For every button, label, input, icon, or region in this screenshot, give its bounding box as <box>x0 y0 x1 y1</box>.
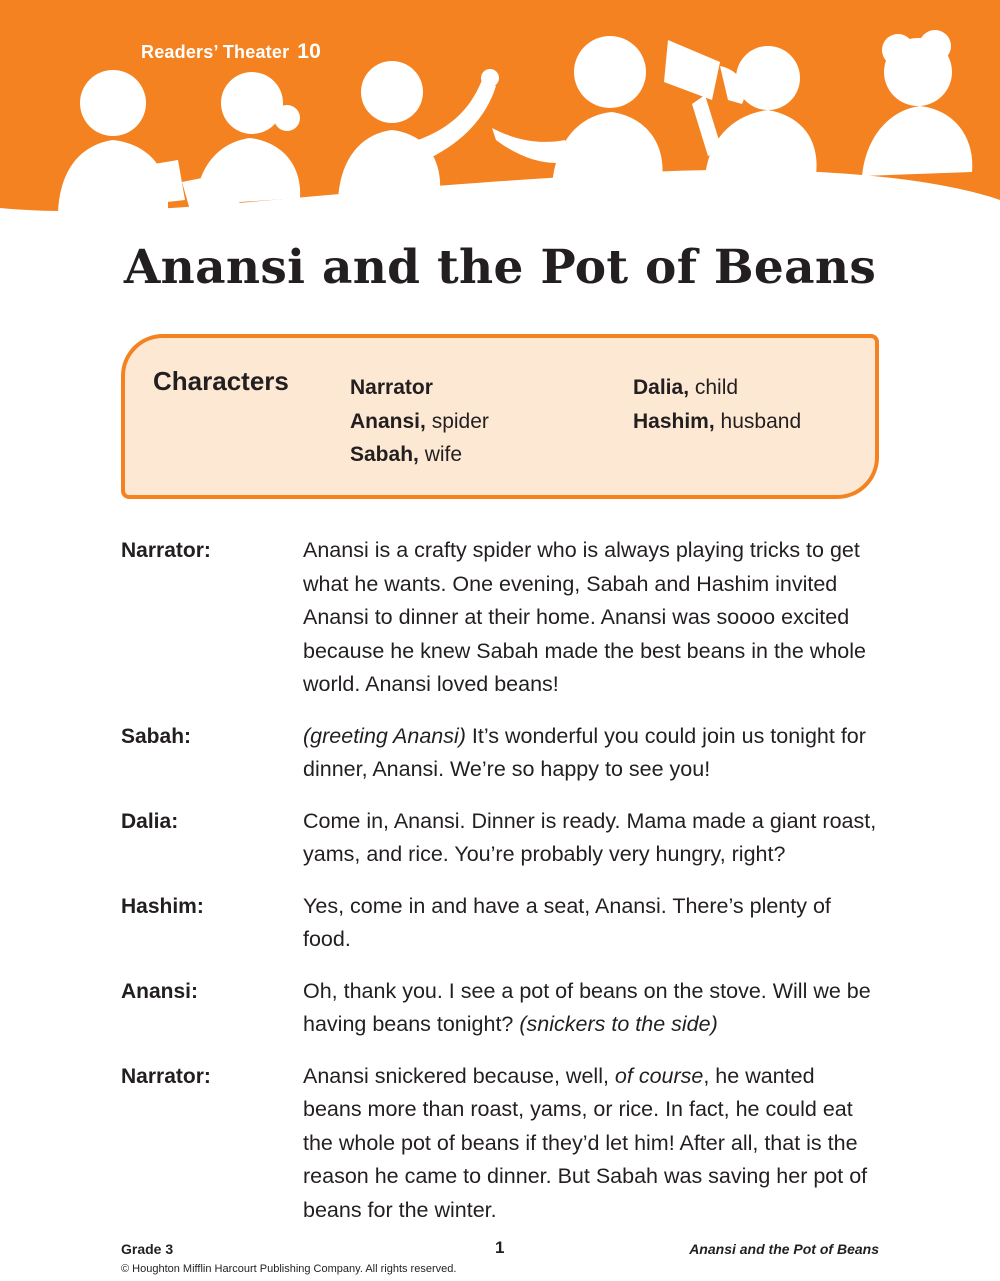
speech-text <box>303 534 878 702</box>
speaker-label: Hashim: <box>121 894 204 918</box>
children-silhouettes-illustration <box>0 0 1000 230</box>
character-entry <box>633 371 801 405</box>
characters-column-1 <box>350 371 489 472</box>
copyright-notice: © Houghton Mifflin Harcourt Publishing Company. All rights reserved. <box>121 1263 457 1275</box>
speaker-label: Narrator: <box>121 539 211 562</box>
speech-text <box>303 720 878 787</box>
character-role: wife <box>424 443 463 466</box>
series-label <box>141 40 321 64</box>
series-number: 10 <box>297 40 322 63</box>
page-number: 1 <box>495 1238 505 1257</box>
character-entry <box>350 405 489 439</box>
character-role: child <box>694 376 739 399</box>
speech-text <box>303 890 878 957</box>
speech-text <box>303 1060 878 1228</box>
character-entry <box>633 405 801 439</box>
stage-direction: (snickers to the side) <box>519 1012 718 1036</box>
script-line <box>121 975 881 1042</box>
characters-box <box>121 334 879 499</box>
speaker-label: Dalia: <box>121 809 179 833</box>
speech-segment: It’s wonderful you could join us tonight for dinner, Anansi. We’re so happy to see you! <box>303 723 866 781</box>
script-line <box>121 534 881 702</box>
header-banner <box>0 0 1000 230</box>
character-role: husband <box>720 409 802 433</box>
character-name: Anansi, <box>350 409 426 433</box>
character-entry <box>350 438 489 472</box>
stage-direction: (greeting Anansi) <box>303 723 466 748</box>
character-name: Narrator <box>350 376 433 399</box>
emphasis-text: of course <box>614 1063 704 1088</box>
character-name: Dalia, <box>633 376 690 399</box>
characters-column-2 <box>633 371 801 438</box>
script-line <box>121 1060 881 1228</box>
speech-segment: Oh, thank you. I see a pot of beans on the stove. Will we be having beans tonight? <box>303 978 871 1036</box>
character-name: Hashim, <box>633 409 715 433</box>
speech-text <box>303 975 878 1042</box>
speech-segment: Anansi snickered because, well, <box>303 1063 615 1088</box>
character-entry <box>350 371 489 405</box>
speech-text <box>303 805 878 872</box>
script-line <box>121 890 881 957</box>
script-body <box>121 534 881 1245</box>
characters-heading: Characters <box>153 366 289 396</box>
character-role: spider <box>431 409 489 433</box>
character-name: Sabah, <box>350 443 419 466</box>
speech-segment: Yes, come in and have a seat, Anansi. There’s plenty of food. <box>303 893 831 951</box>
footer-title: Anansi and the Pot of Beans <box>689 1241 879 1257</box>
footer-grade: Grade 3 <box>121 1241 174 1257</box>
speaker-label: Narrator: <box>121 1064 211 1088</box>
series-label-text: Readers’ Theater <box>141 42 290 62</box>
page-title: Anansi and the Pot of Beans <box>123 240 877 295</box>
speech-segment: , he wanted beans more than roast, yams, or rice. In fact, he could eat the whole pot of beans if they’d let him! After all, that is the reason he came to dinner. But Sabah was saving her pot of beans for the winter. <box>303 1063 868 1222</box>
speaker-label: Sabah: <box>121 724 192 748</box>
speech-segment: Anansi is a crafty spider who is always playing tricks to get what he wants. One evening, Sabah and Hashim invited Anansi to dinner at their home. Anansi was soooo excited because he knew Sabah made the best beans in the whole world. Anansi loved beans! <box>303 538 866 696</box>
speaker-label: Anansi: <box>121 979 199 1003</box>
speech-segment: Come in, Anansi. Dinner is ready. Mama made a giant roast, yams, and rice. You’re probably very hungry, right? <box>303 808 877 866</box>
script-line <box>121 805 881 872</box>
script-line <box>121 720 881 787</box>
